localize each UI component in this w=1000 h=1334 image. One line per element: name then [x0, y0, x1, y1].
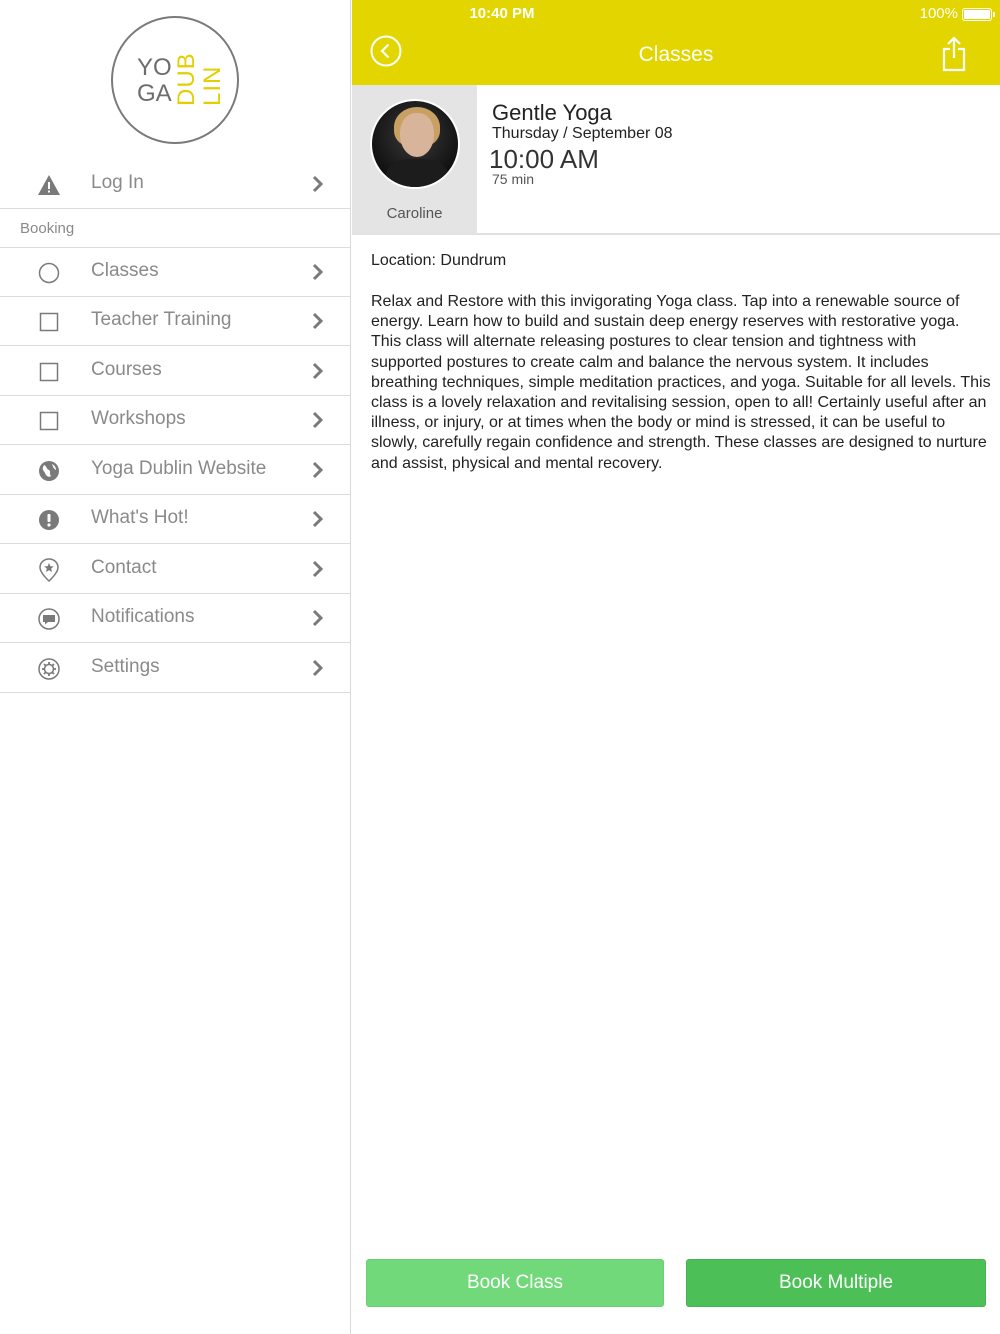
chevron-right-icon — [311, 657, 325, 679]
class-duration: 75 min — [492, 171, 535, 187]
globe-icon — [37, 459, 61, 483]
sidebar-item-workshops[interactable] — [0, 396, 350, 445]
share-button[interactable] — [942, 36, 966, 72]
sidebar-item-contact[interactable] — [0, 545, 350, 594]
sidebar-item-login[interactable] — [0, 160, 350, 209]
sidebar-item-settings[interactable] — [0, 644, 350, 693]
teacher-name: Caroline — [386, 205, 443, 222]
share-icon — [942, 36, 966, 72]
sidebar-item-whats-hot[interactable] — [0, 495, 350, 544]
chevron-right-icon — [311, 607, 325, 629]
sidebar-item-label: Courses — [91, 359, 162, 380]
logo-text-dub: DUB — [173, 52, 200, 106]
sidebar-item-label: Yoga Dublin Website — [91, 458, 267, 479]
yoga-dublin-logo — [111, 16, 239, 144]
class-time: 10:00 AM — [489, 144, 599, 174]
battery-percentage: 100% — [919, 5, 958, 22]
chevron-right-icon — [311, 360, 325, 382]
sidebar-item-classes[interactable] — [0, 248, 350, 297]
class-detail-pane — [352, 0, 1000, 1334]
chevron-right-icon — [311, 173, 325, 195]
class-header — [352, 85, 1000, 235]
warning-icon — [37, 173, 61, 197]
class-description: Relax and Restore with this invigorating Yoga class. Tap into a renewable source of energy. Learn how to build and sustain deep energy reserves with restorative yoga. This class will alternate releasing postures to clear tension and tightness with supported postures to create calm and balance the nervous system. It includes breathing techniques, simple meditation practices, and yoga. Suitable for all levels. This class is a lovely relaxation and revitalising session, open to all! Certainly useful after an illness, or injury, or at times when the body or mind is stressed, it can be useful to slowly, carefully regain confidence and strength. These classes are designed to nurture and assist, physical and mental recovery. — [371, 293, 991, 472]
section-title: Booking — [20, 220, 75, 237]
sidebar-item-label: Log In — [91, 172, 144, 193]
teacher-panel[interactable] — [352, 85, 477, 234]
logo-text-yo: YO — [137, 54, 172, 81]
circle-icon — [37, 261, 61, 285]
gear-icon — [37, 657, 61, 681]
exclamation-icon — [37, 508, 61, 532]
chevron-right-icon — [311, 558, 325, 580]
square-icon — [37, 409, 61, 433]
book-class-button[interactable]: Book Class — [366, 1259, 664, 1307]
class-location: Location: Dundrum — [371, 252, 507, 269]
teacher-avatar — [370, 99, 460, 189]
logo-text-lin: LIN — [199, 65, 226, 106]
sidebar-item-label: What's Hot! — [91, 507, 189, 528]
sidebar-item-label: Workshops — [91, 408, 186, 429]
section-header-booking — [0, 209, 350, 248]
book-multiple-button[interactable]: Book Multiple — [686, 1259, 986, 1307]
location-pin-icon — [37, 558, 61, 582]
sidebar-item-label: Classes — [91, 260, 159, 281]
sidebar-item-courses[interactable] — [0, 347, 350, 396]
navigation-bar — [352, 0, 1000, 85]
logo-text-ga: GA — [137, 80, 172, 107]
chevron-right-icon — [311, 409, 325, 431]
battery-icon — [962, 8, 992, 21]
chevron-right-icon — [311, 310, 325, 332]
sidebar-item-label: Contact — [91, 557, 157, 578]
status-time: 10:40 PM — [469, 5, 535, 22]
sidebar-item-teacher-training[interactable] — [0, 297, 350, 346]
chat-bubble-icon — [37, 607, 61, 631]
square-icon — [37, 310, 61, 334]
sidebar-item-notifications[interactable] — [0, 594, 350, 643]
sidebar-item-label: Teacher Training — [91, 309, 232, 330]
square-icon — [37, 360, 61, 384]
sidebar-item-label: Settings — [91, 656, 160, 677]
class-date: Thursday / September 08 — [492, 125, 673, 142]
class-name: Gentle Yoga — [492, 100, 612, 125]
chevron-right-icon — [311, 459, 325, 481]
sidebar-item-label: Notifications — [91, 606, 195, 627]
sidebar-item-website[interactable] — [0, 446, 350, 495]
page-title: Classes — [638, 43, 714, 66]
chevron-right-icon — [311, 508, 325, 530]
chevron-right-icon — [311, 261, 325, 283]
sidebar — [0, 0, 351, 1334]
